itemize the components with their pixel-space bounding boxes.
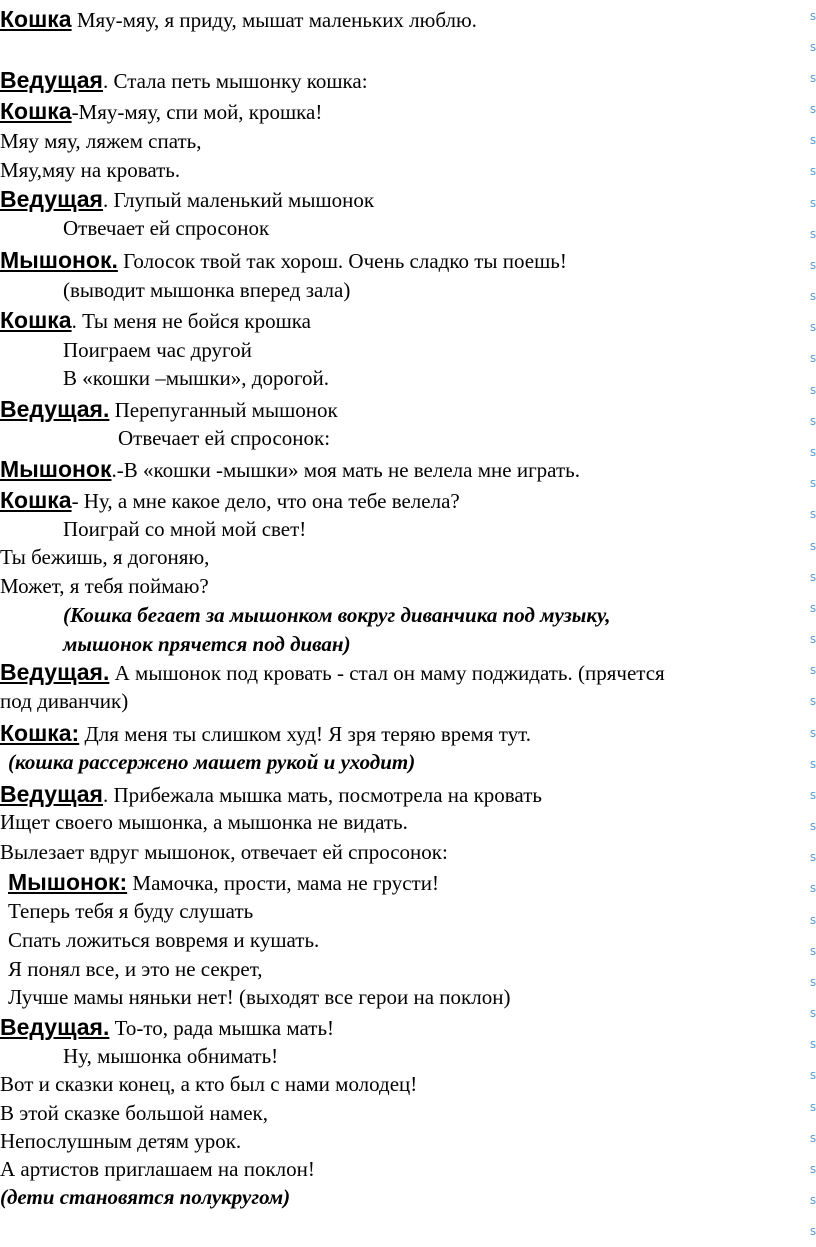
edge-mark: s (809, 819, 816, 834)
speaker-name: Ведущая. (0, 659, 110, 685)
line-text: . Прибежала мышка мать, посмотрела на кровать (102, 783, 542, 807)
edge-mark: s (809, 133, 816, 148)
line-text: Ты бежишь, я догоняю, (0, 545, 210, 569)
line-text: под диванчик) (0, 689, 129, 713)
line-text: Мяу мяу, ляжем спать, (0, 129, 202, 153)
line-17 (0, 543, 209, 571)
edge-mark: s (809, 257, 816, 272)
line-38 (0, 1155, 315, 1183)
line-5 (0, 185, 374, 214)
line-21 (0, 658, 665, 687)
line-text: Голосок твой так хорош. Очень сладко ты поешь! (117, 249, 567, 273)
edge-mark: s (809, 912, 816, 927)
line-text: То-то, рада мышка мать! (109, 1016, 335, 1040)
speaker-name: Ведущая. (0, 1014, 110, 1040)
edge-mark: s (809, 444, 816, 459)
edge-mark: s (809, 725, 816, 740)
line-20-stage-direction (63, 630, 351, 658)
line-text: В «кошки –мышки», дорогой. (63, 366, 330, 390)
line-2 (0, 97, 322, 126)
line-34 (63, 1042, 278, 1070)
line-text: Отвечает ей спросонок: (118, 426, 331, 450)
line-text: -Мяу-мяу, спи мой, крошка! (71, 100, 323, 124)
line-text: Ищет своего мышонка, а мышонка не видать. (0, 810, 408, 834)
edge-mark: s (809, 1068, 816, 1083)
speaker-name: Мышонок (0, 456, 112, 482)
line-text: Вот и сказки конец, а кто был с нами молодец! (0, 1072, 418, 1096)
speaker-name: Кошка (0, 98, 72, 124)
edge-mark: s (809, 881, 816, 896)
line-28 (8, 868, 439, 897)
line-text: Поиграй со мной мой свет! (63, 517, 307, 541)
line-text: Вылезает вдруг мышонок, отвечает ей спросонок: (0, 840, 448, 864)
edge-mark: s (809, 351, 816, 366)
edge-mark: s (809, 476, 816, 491)
edge-mark: s (809, 787, 816, 802)
edge-mark: s (809, 507, 816, 522)
line-25 (0, 780, 542, 809)
line-text: Теперь тебя я буду слушать (8, 899, 254, 923)
speaker-name: Кошка (0, 6, 72, 32)
line-35 (0, 1070, 417, 1098)
edge-mark: s (809, 850, 816, 865)
edge-mark: s (809, 538, 816, 553)
line-text: Отвечает ей спросонок (63, 216, 270, 240)
edge-mark: s (809, 943, 816, 958)
line-text: мышонок прячется под диван) (63, 632, 351, 656)
speaker-name: Мышонок: (8, 869, 128, 895)
line-0 (0, 5, 477, 34)
edge-mark: s (809, 1161, 816, 1176)
speaker-name: Кошка (0, 307, 72, 333)
line-text: Поиграем час другой (63, 338, 252, 362)
edge-mark: s (809, 413, 816, 428)
line-text: - Ну, а мне какое дело, что она тебе велела? (71, 489, 460, 513)
line-13 (118, 424, 330, 452)
line-text: Мяу-мяу, я приду, мышат маленьких люблю. (71, 8, 477, 32)
line-text: (выводит мышонка вперед зала) (63, 278, 351, 302)
line-8 (63, 276, 350, 304)
line-text: Перепуганный мышонок (109, 398, 338, 422)
line-9 (0, 306, 311, 335)
line-24-stage-direction (8, 748, 415, 776)
line-text: . Ты меня не бойся крошка (71, 309, 312, 333)
edge-mark: s (809, 1193, 816, 1208)
line-text: А артистов приглашаем на поклон! (0, 1157, 315, 1181)
line-39-stage-direction (0, 1183, 290, 1211)
line-text: . Стала петь мышонку кошка: (102, 69, 368, 93)
line-15 (0, 486, 460, 515)
speaker-name: Кошка: (0, 720, 80, 746)
edge-mark: s (809, 632, 816, 647)
edge-mark: s (809, 226, 816, 241)
speaker-name: Ведущая (0, 186, 103, 212)
line-37 (0, 1127, 241, 1155)
edge-mark: s (809, 569, 816, 584)
line-text: Для меня ты слишком худ! Я зря теряю время тут. (79, 722, 532, 746)
line-text: Непослушным детям урок. (0, 1129, 242, 1153)
line-text: Ну, мышонка обнимать! (63, 1044, 279, 1068)
line-26 (0, 808, 408, 836)
line-text: В этой сказке большой намек, (0, 1101, 268, 1125)
line-text: .-В «кошки -мышки» моя мать не велела мне играть. (111, 458, 580, 482)
line-text: Я понял все, и это не секрет, (8, 957, 263, 981)
edge-mark: s (809, 974, 816, 989)
line-text: Мяу,мяу на кровать. (0, 158, 181, 182)
line-30 (8, 926, 319, 954)
speaker-name: Ведущая (0, 67, 103, 93)
speaker-name: Кошка (0, 487, 72, 513)
line-text: А мышонок под кровать - стал он маму поджидать. (прячется (109, 661, 665, 685)
line-22 (0, 687, 128, 715)
edge-mark: s (809, 1224, 816, 1239)
edge-mark: s (809, 756, 816, 771)
edge-mark: s (809, 320, 816, 335)
line-6 (63, 214, 269, 242)
line-text: Может, я тебя поймаю? (0, 574, 209, 598)
line-32 (8, 983, 510, 1011)
edge-mark: s (809, 39, 816, 54)
line-36 (0, 1099, 268, 1127)
line-4 (0, 156, 180, 184)
edge-mark: s (809, 1099, 816, 1114)
line-text: (кошка рассержено машет рукой и уходит) (8, 750, 416, 774)
line-text: Лучше мамы няньки нет! (выходят все герои на поклон) (8, 985, 511, 1009)
line-19-stage-direction (63, 601, 611, 629)
edge-mark: s (809, 694, 816, 709)
edge-mark: s (809, 164, 816, 179)
edge-mark: s (809, 1037, 816, 1052)
edge-mark: s (809, 1006, 816, 1021)
edge-mark: s (809, 1130, 816, 1145)
edge-mark: s (809, 195, 816, 210)
speaker-name: Мышонок. (0, 247, 118, 273)
edge-mark: s (809, 8, 816, 23)
line-23 (0, 719, 531, 748)
edge-mark: s (809, 289, 816, 304)
edge-mark: s (809, 382, 816, 397)
line-text: (Кошка бегает за мышонком вокруг диванчика под музыку, (63, 603, 611, 627)
line-10 (63, 336, 252, 364)
edge-mark: s (809, 70, 816, 85)
line-16 (63, 515, 306, 543)
line-27 (0, 838, 448, 866)
line-12 (0, 395, 338, 424)
line-3 (0, 127, 202, 155)
line-text: . Глупый маленький мышонок (102, 188, 375, 212)
line-text: (дети становятся полукругом) (0, 1185, 291, 1209)
line-33 (0, 1013, 334, 1042)
line-18 (0, 572, 209, 600)
line-31 (8, 955, 263, 983)
line-29 (8, 897, 253, 925)
line-11 (63, 364, 329, 392)
edge-mark: s (809, 663, 816, 678)
page-edge-marks (810, 0, 816, 1247)
edge-mark: s (809, 600, 816, 615)
edge-mark: s (809, 102, 816, 117)
line-text: Мамочка, прости, мама не грусти! (127, 871, 439, 895)
line-1 (0, 66, 368, 95)
line-text: Спать ложиться вовремя и кушать. (8, 928, 320, 952)
speaker-name: Ведущая. (0, 396, 110, 422)
speaker-name: Ведущая (0, 781, 103, 807)
line-7 (0, 246, 567, 275)
line-14 (0, 455, 580, 484)
